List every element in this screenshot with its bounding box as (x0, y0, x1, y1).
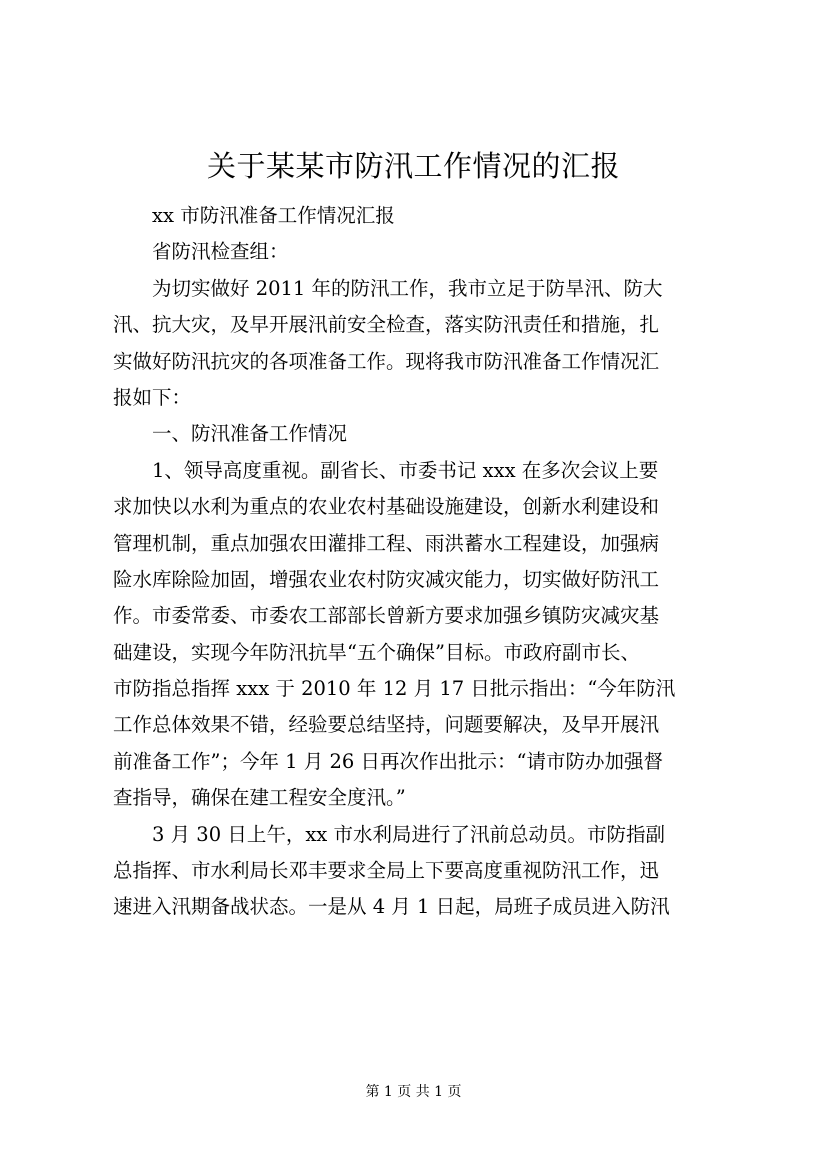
body-line: 汛、抗大灾，及早开展汛前安全检查，落实防汛责任和措施，扎 (113, 313, 660, 337)
page-footer: 第 1 页 共 1 页 (365, 1084, 462, 1100)
document-body (113, 198, 723, 926)
body-line: 实做好防汛抗灾的各项准备工作。现将我市防汛准备工作情况汇 (113, 349, 660, 373)
body-line: 省防汛检查组： (152, 240, 289, 264)
body-line: 报如下： (113, 385, 192, 409)
body-line: 管理机制，重点加强农田灌排工程、雨洪蓄水工程建设，加强病 (113, 531, 660, 555)
body-line: 险水库除险加固，增强农业农村防灾减灾能力，切实做好防汛工 (113, 567, 660, 591)
body-line: 查指导，确保在建工程安全度汛。” (113, 786, 406, 810)
body-line: 为切实做好 2011 年的防汛工作，我市立足于防旱汛、防大 (152, 276, 663, 300)
body-line: xx 市防汛准备工作情况汇报 (152, 204, 395, 227)
body-line: 础建设，实现今年防汛抗旱“五个确保”目标。市政府副市长、 (113, 640, 640, 664)
body-line: 市防指总指挥 xxx 于 2010 年 12 月 17 日批示指出：“今年防汛 (113, 677, 676, 701)
body-line: 总指挥、市水利局长邓丰要求全局上下要高度重视防汛工作，迅 (113, 859, 660, 883)
body-line: 3 月 30 日上午，xx 市水利局进行了汛前总动员。市防指副 (152, 822, 666, 846)
body-line: 求加快以水利为重点的农业农村基础设施建设，创新水利建设和 (113, 495, 660, 519)
body-line: 1、领导高度重视。副省长、市委书记 xxx 在多次会议上要 (152, 458, 659, 482)
body-line: 速进入汛期备战状态。一是从 4 月 1 日起，局班子成员进入防汛 (113, 895, 670, 919)
body-line: 作。市委常委、市委农工部部长曾新方要求加强乡镇防灾减灾基 (113, 604, 660, 628)
body-line: 前准备工作”；今年 1 月 26 日再次作出批示：“请市防办加强督 (113, 749, 663, 773)
body-line: 工作总体效果不错，经验要总结坚持，问题要解决，及早开展汛 (113, 713, 660, 737)
document-title: 关于某某市防汛工作情况的汇报 (206, 149, 620, 183)
section-heading: 一、防汛准备工作情况 (152, 422, 348, 446)
